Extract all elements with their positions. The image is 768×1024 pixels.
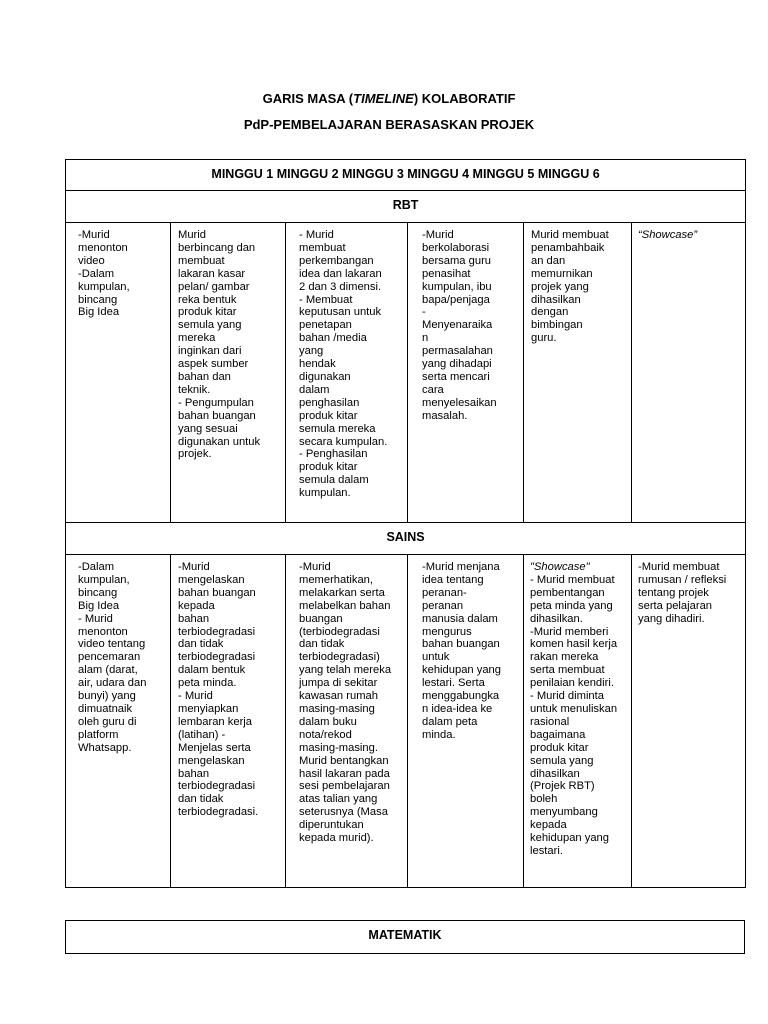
rbt-week-5-cell: Murid membuat penambahbaik an dan memurnikan projek yang dihasilkan dengan bimbingan guru. (524, 223, 632, 523)
rbt-week-1-cell: -Murid menonton video -Dalam kumpulan, bincang Big Idea (66, 223, 171, 523)
week-header: MINGGU 1 MINGGU 2 MINGGU 3 MINGGU 4 MINGGU 5 MINGGU 6 (66, 160, 746, 191)
sains-week-3-cell: -Murid memerhatikan, melakarkan serta melabelkan bahan buangan (terbiodegradasi dan tidak terbiodegradasi) yang telah mereka jumpa di sekitar kawasan rumah masing-masing dalam buku nota/rekod masing-masing. Murid bentangkan hasil lakaran pada sesi pembelajaran atas talian yang seterusnya (Masa diperuntukan kepada murid). (286, 555, 408, 888)
rbt-week-4-cell: -Murid berkolaborasi bersama guru penasihat kumpulan, ibu bapa/penjaga - Menyenaraika n permasalahan yang dihadapi serta mencari cara menyelesaikan masalah. (408, 223, 524, 523)
title-italic-word: TIMELINE (353, 91, 414, 106)
sains-week-5-cell: "Showcase" - Murid membuat pembentangan peta minda yang dihasilkan. -Murid memberi komen hasil kerja rakan mereka serta membuat penilaian kendiri. - Murid diminta untuk menuliskan rasional bagaimana produk kitar semula yang dihasilkan (Projek RBT) boleh menyumbang kepada kehidupan yang lestari. (524, 555, 632, 888)
sains-week-1-cell: -Dalam kumpulan, bincang Big Idea - Murid menonton video tentang pencemaran alam (darat, air, udara dan bunyi) yang dimuatnaik oleh guru di platform Whatsapp. (66, 555, 171, 888)
rbt-week-6-cell: “Showcase” (632, 223, 746, 523)
rbt-week-3-cell: - Murid membuat perkembangan idea dan lakaran 2 dan 3 dimensi. - Membuat keputusan untuk penetapan bahan /media yang hendak digunakan dalam penghasilan produk kitar semula mereka secara kumpulan. - Penghasilan produk kitar semula dalam kumpulan. (286, 223, 408, 523)
title-prefix: GARIS MASA ( (262, 91, 354, 106)
section-header-sains: SAINS (66, 523, 746, 555)
sains-week-6-cell: -Murid membuat rumusan / refleksi tentang projek serta pelajaran yang dihadiri. (632, 555, 746, 888)
title-suffix: ) KOLABORATIF (413, 91, 516, 106)
document-subtitle: PdP-PEMBELAJARAN BERASASKAN PROJEK (243, 117, 535, 132)
section-row-sains (66, 555, 746, 888)
sains-week-4-cell: -Murid menjana idea tentang peranan- peranan manusia dalam mengurus bahan buangan untuk kehidupan yang lestari. Serta menggabungka n idea-idea ke dalam peta minda. (408, 555, 524, 888)
section-row-rbt (66, 223, 746, 523)
sains-week-2-cell: -Murid mengelaskan bahan buangan kepada bahan terbiodegradasi dan tidak terbiodegradasi dalam bentuk peta minda. - Murid menyiapkan lembaran kerja (latihan) - Menjelas serta mengelaskan bahan terbiodegradasi dan tidak terbiodegradasi. (171, 555, 286, 888)
section-header-rbt: RBT (66, 191, 746, 223)
next-section-table (65, 920, 745, 954)
document-title (0, 91, 768, 106)
rbt-week-2-cell: Murid berbincang dan membuat lakaran kasar pelan/ gambar reka bentuk produk kitar semula yang mereka inginkan dari aspek sumber bahan dan teknik. - Pengumpulan bahan buangan yang sesuai digunakan untuk projek. (171, 223, 286, 523)
showcase-label: "Showcase" (530, 561, 590, 573)
timeline-table (65, 159, 746, 888)
section-header-matematik: MATEMATIK (66, 921, 745, 954)
